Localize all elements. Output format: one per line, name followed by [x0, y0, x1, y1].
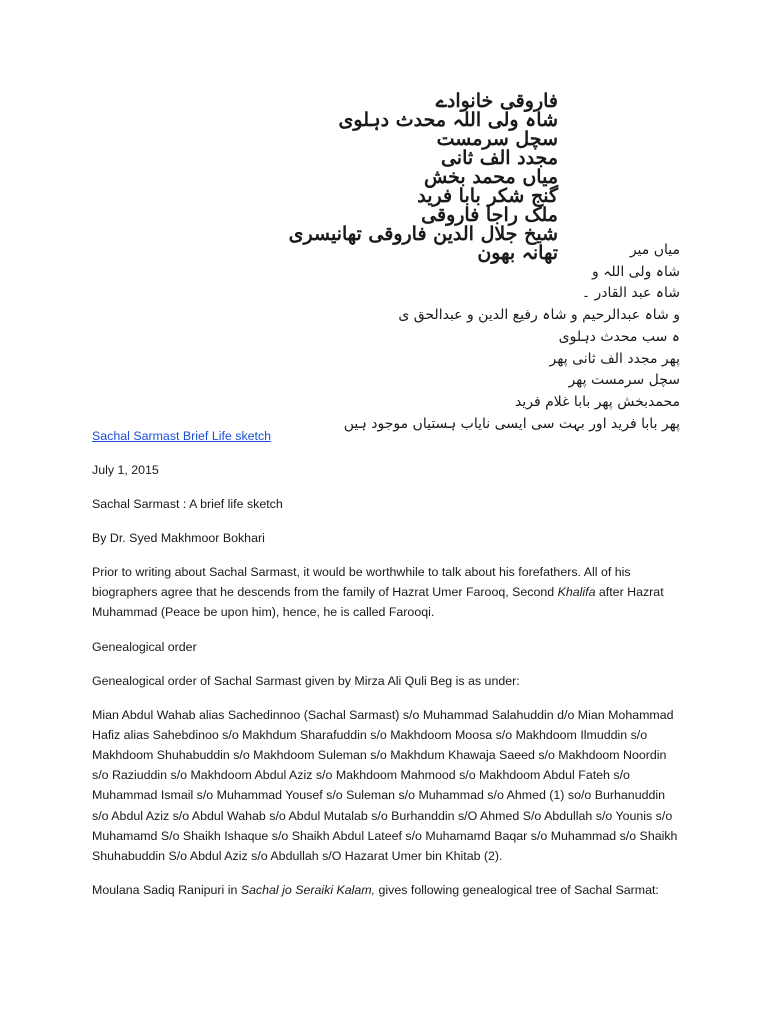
- urdu-poem-line: فاروقی خانوادے: [435, 90, 558, 112]
- urdu-line: شاہ ولی اللہ و: [592, 263, 680, 280]
- closing-paragraph: [92, 880, 682, 900]
- article-title-link[interactable]: Sachal Sarmast Brief Life sketch: [92, 429, 272, 443]
- urdu-poem-line: مجدد الف ثانی: [440, 147, 558, 169]
- urdu-line: پھر مجدد الف ثانی پھر: [549, 350, 680, 367]
- urdu-poem-line: شیخ جلال الدین فاروقی تھانیسری: [288, 223, 558, 245]
- urdu-poem-line: شاہ ولی اللہ محدث دہلوی: [338, 109, 558, 131]
- urdu-text-block: [260, 240, 680, 435]
- closing-text-start: Moulana Sadiq Ranipuri in: [92, 883, 241, 898]
- article-body: [92, 426, 682, 914]
- article-title: Sachal Sarmast : A brief life sketch: [92, 497, 283, 511]
- urdu-line: سچل سرمست پھر: [568, 372, 680, 389]
- urdu-poem-line: ملک راجا فاروقی: [421, 204, 558, 226]
- intro-text-start: Prior to writing about Sachal Sarmast, it would be worthwhile to talk about his forefathers. All of his biographers agree that he descends from the family of Hazrat Umer Farooq, Second: [92, 565, 631, 600]
- urdu-line: و شاہ عبدالرحیم و شاہ رفیع الدین و عبدالحق ی: [398, 307, 680, 324]
- intro-italic-term: Khalifa: [557, 585, 596, 600]
- urdu-calligraphy-block: [288, 90, 558, 264]
- urdu-poem-line: میاں محمد بخش: [423, 166, 558, 188]
- intro-text-end: after Hazrat Muhammad (Peace be upon him), hence, he is called Farooqi.: [92, 585, 664, 620]
- urdu-line: میاں میر: [629, 242, 680, 258]
- urdu-poem-line: تھانہ بھون: [477, 242, 558, 264]
- urdu-line: شاہ عبد القادر ۔: [581, 285, 680, 302]
- closing-italic-title: Sachal jo Seraiki Kalam,: [240, 883, 376, 898]
- urdu-poem-line: سچل سرمست: [436, 128, 558, 150]
- closing-text-end: gives following genealogical tree of Sachal Sarmat:: [375, 883, 659, 898]
- article-byline: By Dr. Syed Makhmoor Bokhari: [92, 531, 265, 545]
- genealogy-paragraph: Mian Abdul Wahab alias Sachedinnoo (Sachal Sarmast) s/o Muhammad Salahuddin d/o Mian Mohammad Hafiz alias Sahebdinoo s/o Makhdum Sharafuddin s/o Makhdoom Moosa s/o Makhdoom Ilmuddin s/o Makhdoom Shuhabuddin s/o Makhdoom Suleman s/o Makhdum Khawaja Saeed s/o Makhdoom Noordin s/o Raziuddin s/o Makhdoom Abdul Aziz s/o Makhdoom Mahmood s/o Makhdoom Abdul Fateh s/o Muhammad Ismail s/o Muhammad Yousef s/o Suleman s/o Muhammad s/o Ahmed (1) so/o Burhanuddin s/o Abdul Aziz s/o Abdul Wahab s/o Abdul Mutalab s/o Burhanddin s/O Ahmed S/o Abdullah s/o Younis s/o Muhamamd S/o Shaikh Ishaque s/o Shaikh Abdul Lateef s/o Muhamamd Baqar s/o Muhammad s/o Shaikh Shuhabuddin S/o Abdul Aziz s/o Abdullah s/O Hazarat Umer bin Khitab (2).: [92, 707, 678, 864]
- section-heading: Genealogical order: [92, 639, 197, 654]
- article-date: July 1, 2015: [92, 463, 159, 477]
- urdu-line: ہ سب محدث دہلوی: [558, 328, 680, 345]
- urdu-line: پھر بابا فرید اور بہت سی ایسی نایاب ہستیاں موجود ہیں: [343, 415, 680, 432]
- intro-paragraph: [92, 562, 682, 623]
- urdu-line: محمدبخش پھر بابا غلام فرید: [515, 393, 680, 410]
- section-intro: Genealogical order of Sachal Sarmast given by Mirza Ali Quli Beg is as under:: [92, 673, 520, 688]
- urdu-poem-line: گنج شکر بابا فرید: [417, 185, 558, 207]
